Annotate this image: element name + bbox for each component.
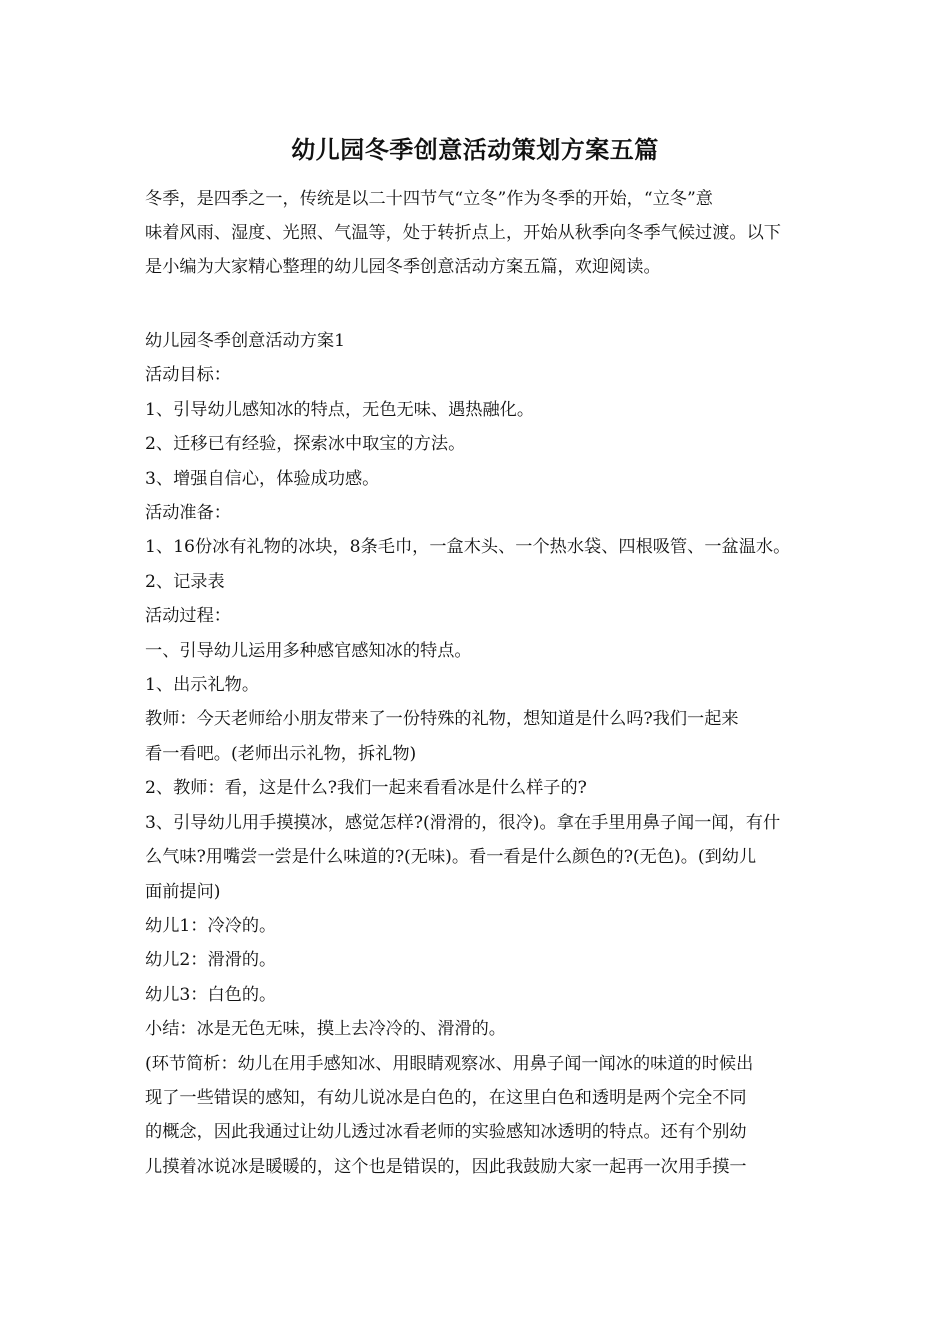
document-content — [145, 182, 808, 1184]
body-line: 小结：冰是无色无味，摸上去冷冷的、滑滑的。 — [145, 1019, 506, 1040]
body-line: 教师：今天老师给小朋友带来了一份特殊的礼物，想知道是什么吗?我们一起来 — [145, 709, 739, 730]
body-line: 活动准备： — [145, 503, 231, 524]
body-line: 的概念，因此我通过让幼儿透过冰看老师的实验感知冰透明的特点。还有个别幼 — [145, 1122, 747, 1143]
body-line: 幼儿1：冷冷的。 — [145, 915, 277, 936]
intro-line: 是小编为大家精心整理的幼儿园冬季创意活动方案五篇，欢迎阅读。 — [145, 257, 661, 277]
body-line: 1、16份冰有礼物的冰块，8条毛巾，一盒木头、一个热水袋、四根吸管、一盆温水。 — [145, 537, 791, 558]
body-line: 看一看吧。(老师出示礼物，拆礼物) — [145, 743, 417, 764]
body-line: 儿摸着冰说冰是暖暖的，这个也是错误的，因此我鼓励大家一起再一次用手摸一 — [145, 1156, 747, 1177]
document-title: 幼儿园冬季创意活动策划方案五篇 — [291, 135, 659, 164]
body-line: 一、引导幼儿运用多种感官感知冰的特点。 — [145, 640, 472, 661]
intro-line: 冬季，是四季之一，传统是以二十四节气“立冬”作为冬季的开始，“立冬”意 — [145, 189, 713, 209]
body-line: 1、引导幼儿感知冰的特点，无色无味、遇热融化。 — [145, 399, 535, 420]
body-line: 2、迁移已有经验，探索冰中取宝的方法。 — [145, 434, 466, 455]
body-line: 活动过程： — [145, 606, 231, 627]
body-line: 幼儿2：滑滑的。 — [145, 950, 277, 971]
body-line: 幼儿3：白色的。 — [145, 984, 277, 1005]
body-line: 2、教师：看，这是什么?我们一起来看看冰是什么样子的? — [145, 778, 587, 799]
body-line: (环节简析：幼儿在用手感知冰、用眼睛观察冰、用鼻子闻一闻冰的味道的时候出 — [145, 1053, 754, 1074]
intro-paragraph — [145, 182, 808, 284]
body-line: 么气味?用嘴尝一尝是什么味道的?(无味)。看一看是什么颜色的?(无色)。(到幼儿 — [145, 847, 757, 868]
body-line: 1、出示礼物。 — [145, 675, 260, 696]
paragraph-spacer — [145, 284, 808, 324]
body-line: 现了一些错误的感知，有幼儿说冰是白色的，在这里白色和透明是两个完全不同 — [145, 1087, 747, 1108]
body-line: 活动目标： — [145, 365, 231, 386]
body-line: 面前提问) — [145, 881, 221, 902]
body-line: 2、记录表 — [145, 571, 225, 592]
body-line: 3、增强自信心，体验成功感。 — [145, 468, 380, 489]
intro-line: 味着风雨、湿度、光照、气温等，处于转折点上，开始从秋季向冬季气候过渡。以下 — [145, 223, 781, 243]
body-text — [145, 324, 808, 1184]
section-heading: 幼儿园冬季创意活动方案1 — [145, 331, 345, 351]
body-line: 3、引导幼儿用手摸摸冰，感觉怎样?(滑滑的，很冷)。拿在手里用鼻子闻一闻，有什 — [145, 812, 781, 833]
